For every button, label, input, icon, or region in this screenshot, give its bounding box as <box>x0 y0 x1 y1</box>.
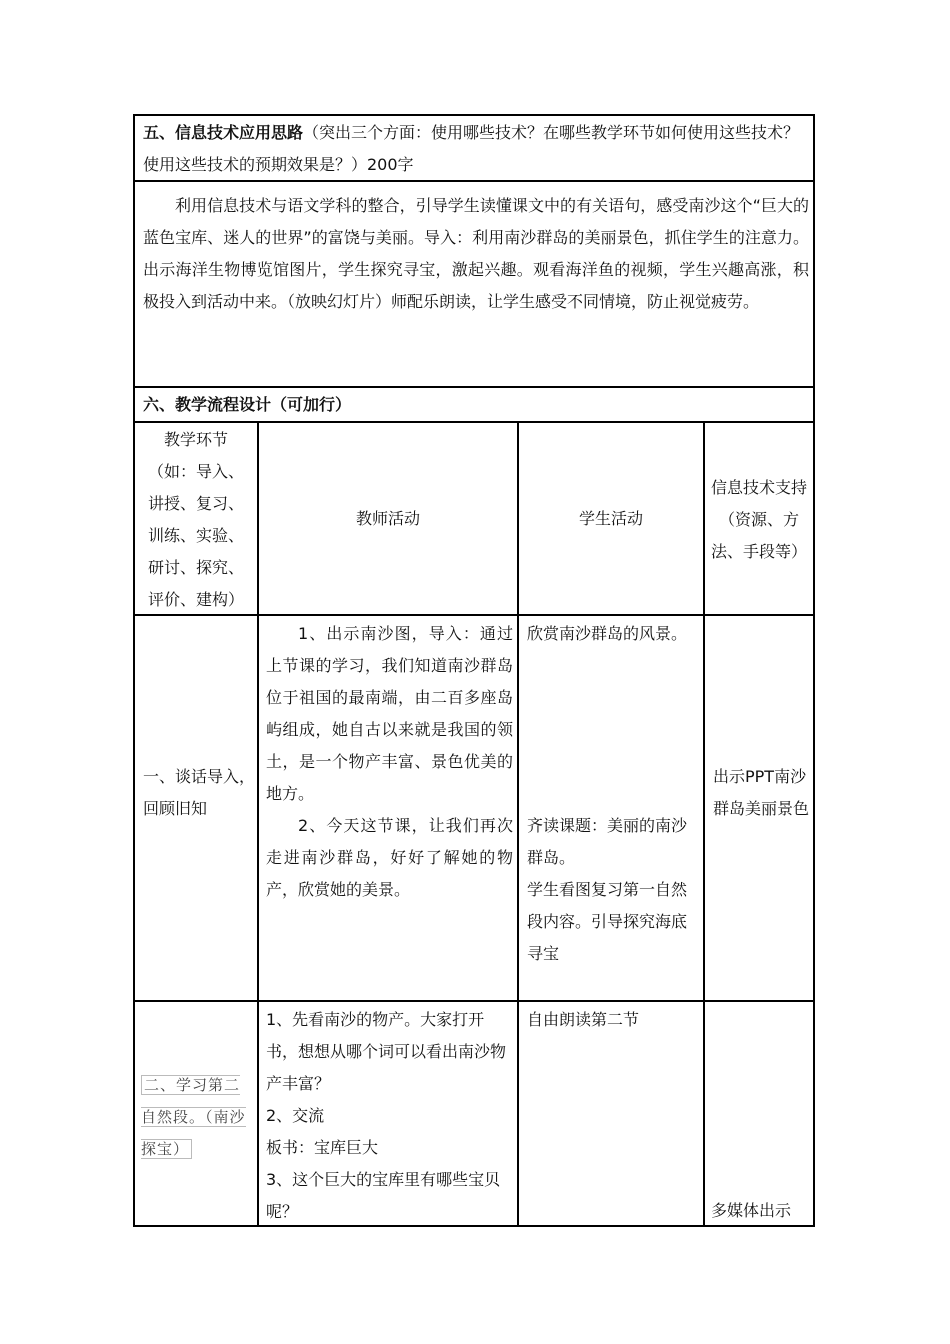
row2-tech: 多媒体出示 <box>711 1201 792 1220</box>
section6-title: 六、教学流程设计（可加行） <box>143 395 352 414</box>
column-divider-1 <box>257 421 259 1227</box>
header-student: 学生活动 <box>578 509 643 528</box>
row1-teacher <box>266 618 513 906</box>
row1-teacher-p2: 2、今天这节课，让我们再次走进南沙群岛，好好了解她的物产，欣赏她的美景。 <box>266 816 513 899</box>
divider-section6-header <box>133 386 815 388</box>
row1-student-p1: 欣赏南沙群岛的风景。 <box>527 624 688 643</box>
divider-row2 <box>133 1000 815 1002</box>
column-divider-3 <box>703 421 705 1227</box>
row2-teacher-l1: 1、先看南沙的物产。大家打开书，想想从哪个词可以看出南沙物产丰富？ <box>266 1010 507 1093</box>
section5-note: （突出三个方面：使用哪些技术？在哪些教学环节如何使用这些技术？使用这些技术的预期效果是？）200字 <box>143 123 800 174</box>
column-divider-2 <box>517 421 519 1227</box>
row1-teacher-p1: 1、出示南沙图，导入：通过上节课的学习，我们知道南沙群岛位于祖国的最南端，由二百多座岛屿组成，她自古以来就是我国的领土，是一个物产丰富、景色优美的地方。 <box>266 624 513 803</box>
divider-table-header <box>133 421 815 423</box>
row2-stage-text: 二、学习第二自然段。（南沙探宝） <box>141 1076 246 1158</box>
section5-body: 利用信息技术与语文学科的整合，引导学生读懂课文中的有关语句，感受南沙这个“巨大的蓝色宝库、迷人的世界”的富饶与美丽。导入：利用南沙群岛的美丽景色，抓住学生的注意力。出示海洋生物博览馆图片，学生探究寻宝，激起兴趣。观看海洋鱼的视频，学生兴趣高涨，积极投入到活动中来。（放映幻灯片）师配乐朗读，让学生感受不同情境，防止视觉疲劳。 <box>143 196 809 311</box>
row2-teacher <box>266 1004 515 1228</box>
header-teacher: 教师活动 <box>355 509 420 528</box>
section5-title: 五、信息技术应用思路 <box>143 123 304 142</box>
row2-teacher-l4: 3、这个巨大的宝库里有哪些宝贝呢？ <box>266 1170 501 1221</box>
header-tech: 信息技术支持（资源、方法、手段等） <box>710 478 807 561</box>
row2-teacher-l3: 板书：宝库巨大 <box>266 1138 379 1157</box>
section5-header <box>143 117 809 181</box>
row1-tech: 出示PPT南沙群岛美丽景色 <box>713 767 810 818</box>
row1-student-p3: 学生看图复习第一自然段内容。引导探究海底寻宝 <box>527 880 688 963</box>
header-stage: 教学环节（如：导入、讲授、复习、训练、实验、研讨、探究、评价、建构） <box>147 430 244 609</box>
row2-student: 自由朗读第二节 <box>527 1010 640 1029</box>
row2-teacher-l2: 2、交流 <box>266 1106 325 1125</box>
row1-stage: 一、谈话导入，回顾旧知 <box>143 767 256 818</box>
row1-student-p2: 齐读课题：美丽的南沙群岛。 <box>527 816 688 867</box>
row2-stage <box>141 1069 251 1165</box>
